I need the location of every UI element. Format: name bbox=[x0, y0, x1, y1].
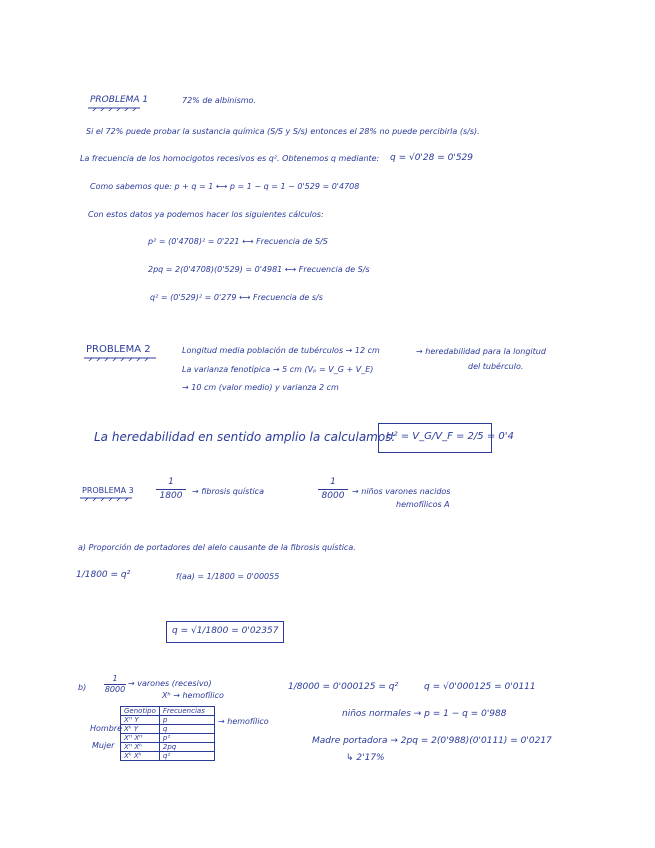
problem-1-underline bbox=[88, 107, 140, 111]
problem-2-formula: H² = V_G/V_F = 2/5 = 0'4 bbox=[386, 431, 514, 442]
table-cell-frequency: q² bbox=[159, 752, 214, 761]
table-cell-frequency: p bbox=[159, 716, 214, 725]
problem-2-underline bbox=[84, 357, 156, 361]
genotype-table bbox=[120, 706, 215, 761]
problem-3-title: PROBLEMA 3 bbox=[82, 486, 134, 495]
table-row bbox=[121, 743, 215, 752]
problem-1-intro: 72% de albinismo. bbox=[182, 96, 256, 105]
problem-1-line-2: La frecuencia de los homocigotos recesivos es q². Obtenemos q mediante: bbox=[80, 154, 380, 163]
part-b-eq-1: 1/8000 = 0'000125 = q² bbox=[288, 682, 399, 692]
part-b-eq-2: q = √0'000125 = 0'0111 bbox=[424, 682, 536, 692]
table-row bbox=[121, 752, 215, 761]
problem-3-fraction-2-den: 8000 bbox=[321, 491, 345, 501]
part-b-eq-4: Madre portadora → 2pq = 2(0'988)(0'0111) = 0'0217 bbox=[312, 736, 552, 746]
table-cell-genotype: Xʰ Y bbox=[121, 725, 160, 734]
table-cell-frequency: p² bbox=[159, 734, 214, 743]
problem-3-part-b-label: b) bbox=[78, 683, 87, 692]
table-cell-frequency: 2pq bbox=[159, 743, 214, 752]
problem-2-conclusion: La heredabilidad en sentido amplio la calculamos: bbox=[94, 430, 396, 444]
part-b-eq-3: niños normales → p = 1 − q = 0'988 bbox=[342, 709, 507, 719]
problem-2-line-1: Longitud media población de tubérculos → 12 cm bbox=[182, 346, 380, 355]
problem-2-title: PROBLEMA 2 bbox=[86, 344, 151, 355]
problem-1-line-4: Con estos datos ya podemos hacer los siguientes cálculos: bbox=[88, 210, 324, 219]
problem-3-part-b-text-2: Xʰ → hemofílico bbox=[162, 691, 224, 700]
problem-2-line-2: La varianza fenotípica → 5 cm (Vₚ = V_G + V_E) bbox=[182, 365, 374, 374]
problem-3-fraction-1-num: 1 bbox=[168, 477, 174, 487]
problem-3-part-a-eq: 1/1800 = q² bbox=[76, 570, 131, 580]
problem-3-part-b-den: 8000 bbox=[104, 685, 126, 694]
problem-1-line-3: Como sabemos que: p + q = 1 ⟷ p = 1 − q = 1 − 0'529 = 0'4708 bbox=[90, 182, 360, 191]
table-cell-genotype: Xʰ Xʰ bbox=[121, 752, 160, 761]
table-row bbox=[121, 716, 215, 725]
table-arrow-label: → hemofílico bbox=[218, 717, 269, 726]
table-cell-genotype: Xᴴ Xᴴ bbox=[121, 734, 160, 743]
problem-1-calc-pp: p² = (0'4708)² = 0'221 ⟷ Frecuencia de S/S bbox=[148, 237, 328, 246]
problem-1-line-1: Si el 72% puede probar la sustancia química (S/S y S/s) entonces el 28% no puede percibirla (s/s). bbox=[86, 127, 480, 136]
table-cell-genotype: Xᴴ Xʰ bbox=[121, 743, 160, 752]
problem-3-part-b-fraction bbox=[104, 675, 126, 694]
problem-3-fraction-1 bbox=[156, 478, 186, 501]
table-cell-genotype: Xᴴ Y bbox=[121, 716, 160, 725]
table-row bbox=[121, 725, 215, 734]
table-header-row bbox=[121, 707, 215, 716]
problem-3-fraction-2 bbox=[318, 478, 348, 501]
problem-3-result: q = √1/1800 = 0'02357 bbox=[172, 626, 279, 636]
problem-1-q-result: q = √0'28 = 0'529 bbox=[390, 153, 474, 163]
problem-3-hemophilia-label: → niños varones nacidos bbox=[352, 487, 451, 496]
problem-3-fraction-2-num: 1 bbox=[330, 477, 336, 487]
problem-3-part-b-num: 1 bbox=[112, 674, 118, 683]
problem-3-hemophilia-label-2: hemofílicos A bbox=[396, 500, 450, 509]
problem-2-line-3: → 10 cm (valor medio) y varianza 2 cm bbox=[182, 383, 339, 392]
table-row bbox=[121, 734, 215, 743]
table-side-label-hombre: Hombre bbox=[90, 724, 122, 733]
problem-1-calc-qq: q² = (0'529)² = 0'279 ⟷ Frecuencia de s/s bbox=[150, 293, 323, 302]
table-header-genotype: Genotipo bbox=[121, 707, 160, 716]
problem-1-title: PROBLEMA 1 bbox=[90, 95, 149, 105]
problem-3-fibrosis-label: → fibrosis quística bbox=[192, 487, 264, 496]
table-cell-frequency: q bbox=[159, 725, 214, 734]
problem-1-calc-2pq: 2pq = 2(0'4708)(0'529) = 0'4981 ⟷ Frecuencia de S/s bbox=[148, 265, 370, 274]
problem-3-part-a-freq: f(aa) = 1/1800 = 0'00055 bbox=[176, 572, 280, 581]
part-b-eq-5: ↳ 2'17% bbox=[346, 753, 385, 763]
table-header-frequency: Frecuencias bbox=[159, 707, 214, 716]
problem-2-note-1: → heredabilidad para la longitud bbox=[416, 347, 546, 356]
problem-3-underline bbox=[80, 497, 132, 501]
table-side-label-mujer: Mujer bbox=[92, 741, 115, 750]
problem-3-part-b-text-1: → varones (recesivo) bbox=[128, 679, 212, 688]
problem-3-fraction-1-den: 1800 bbox=[159, 491, 183, 501]
problem-2-note-2: del tubérculo. bbox=[468, 362, 524, 371]
problem-3-part-a: a) Proporción de portadores del alelo causante de la fibrosis quística. bbox=[78, 543, 356, 552]
